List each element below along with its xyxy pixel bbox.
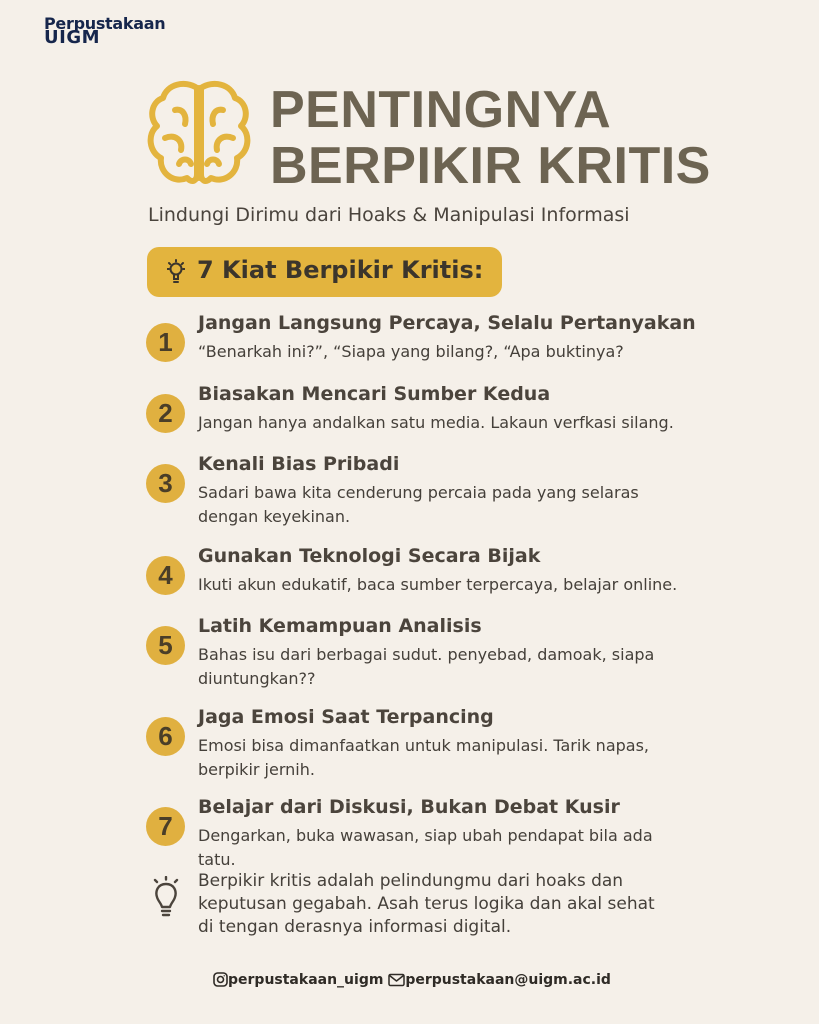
- tip-description: Ikuti akun edukatif, baca sumber terpercaya, belajar online.: [198, 575, 678, 594]
- tip-heading: Jaga Emosi Saat Terpancing: [198, 706, 494, 728]
- brain-icon: [145, 78, 253, 190]
- tip-number-badge: 6: [146, 717, 185, 756]
- tip-description: Bahas isu dari berbagai sudut. penyebad, damoak, siapa diuntungkan??: [198, 645, 655, 688]
- instagram-handle[interactable]: perpustakaan_uigm: [228, 972, 384, 988]
- title-line1: PENTINGNYA: [270, 81, 612, 139]
- brand-line2: UIGM: [44, 27, 100, 49]
- tip-heading: Biasakan Mencari Sumber Kedua: [198, 383, 551, 405]
- tips-header: 7 Kiat Berpikir Kritis:: [197, 256, 484, 284]
- tip-description: Dengarkan, buka wawasan, siap ubah pendapat bila ada tatu.: [198, 826, 653, 869]
- mail-icon: [388, 973, 405, 987]
- tip-description: Sadari bawa kita cenderung percaia pada yang selaras dengan keyekinan.: [198, 483, 639, 526]
- page-title: [270, 82, 711, 194]
- page-subtitle: Lindungi Dirimu dari Hoaks & Manipulasi Informasi: [148, 204, 630, 226]
- tip-number-badge: 4: [146, 556, 185, 595]
- tip-description: Jangan hanya andalkan satu media. Lakaun verfkasi silang.: [198, 413, 674, 432]
- brand-logo: [44, 14, 166, 49]
- tip-number-badge: 7: [146, 807, 185, 846]
- footer-contacts: [213, 972, 611, 988]
- tip-heading: Gunakan Teknologi Secara Bijak: [198, 545, 541, 567]
- tips-header-banner: [147, 247, 502, 297]
- tip-number-badge: 5: [146, 626, 185, 665]
- tip-description: “Benarkah ini?”, “Siapa yang bilang?, “Apa buktinya?: [198, 342, 624, 361]
- instagram-icon: [213, 972, 228, 987]
- tip-number-badge: 3: [146, 464, 185, 503]
- lightbulb-icon: [167, 259, 185, 285]
- tip-number-badge: 1: [146, 323, 185, 362]
- tip-heading: Latih Kemampuan Analisis: [198, 615, 482, 637]
- title-line2: BERPIKIR KRITIS: [270, 137, 711, 195]
- tip-heading: Kenali Bias Pribadi: [198, 453, 400, 475]
- lightbulb-icon: [152, 876, 180, 920]
- email-link[interactable]: perpustakaan@uigm.ac.id: [405, 972, 611, 988]
- tip-description: Emosi bisa dimanfaatkan untuk manipulasi. Tarik napas, berpikir jernih.: [198, 736, 649, 779]
- brand-line1: Perpustakaan: [44, 14, 166, 33]
- tip-number-badge: 2: [146, 394, 185, 433]
- closing-note: Berpikir kritis adalah pelindungmu dari hoaks dan keputusan gegabah. Asah terus logika dan akal sehat di tengan derasnya informasi digital.: [198, 871, 655, 937]
- tip-heading: Belajar dari Diskusi, Bukan Debat Kusir: [198, 796, 620, 818]
- tip-heading: Jangan Langsung Percaya, Selalu Pertanyakan: [198, 312, 696, 334]
